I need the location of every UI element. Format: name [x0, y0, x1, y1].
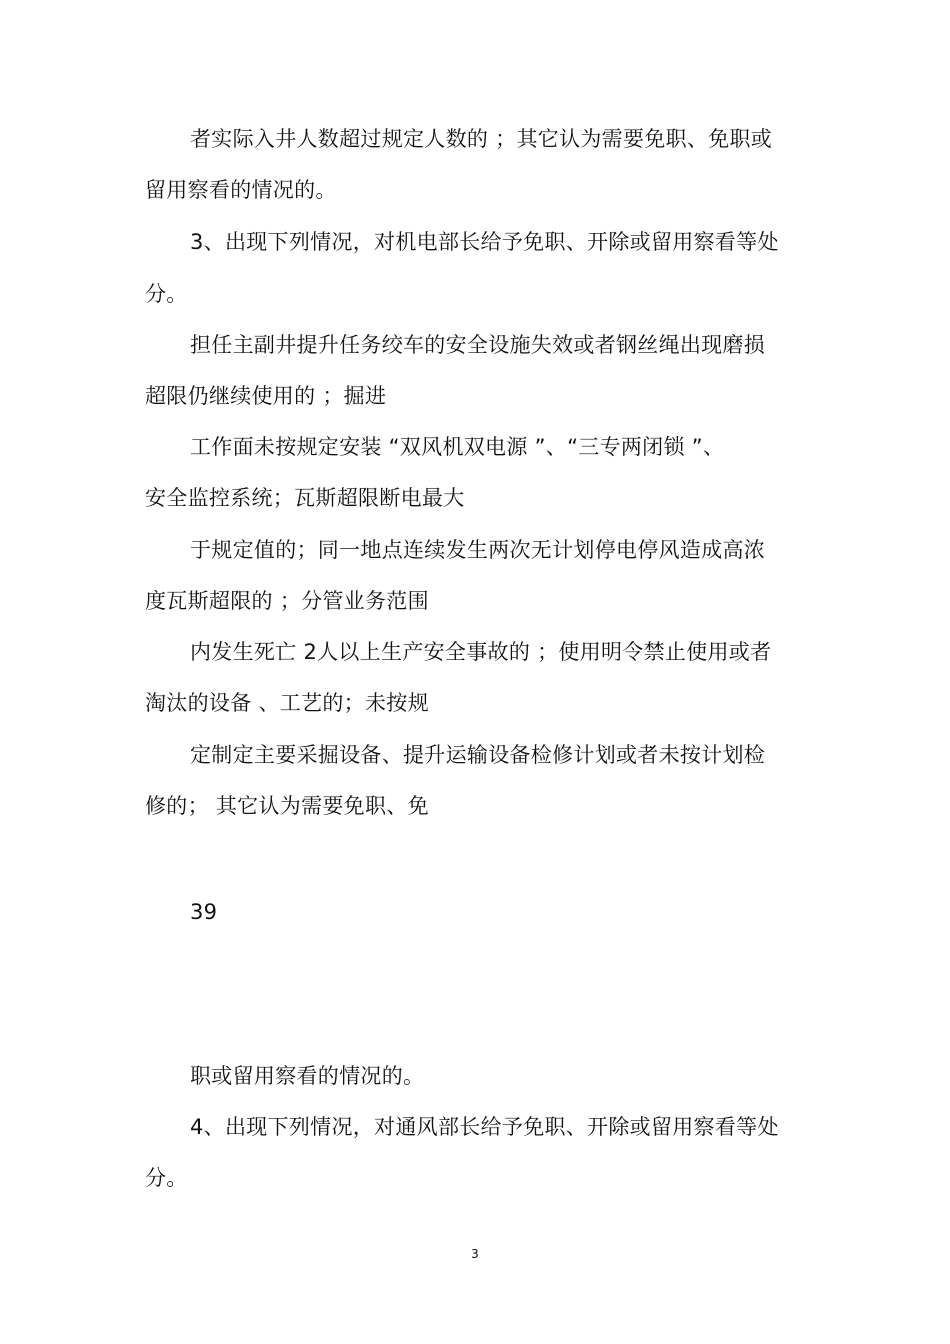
- paragraph-line: 3、出现下列情况，对机电部长给予免职、开除或留用察看等处: [190, 230, 779, 254]
- paragraph-line: 留用察看的情况的。: [145, 178, 337, 202]
- paragraph-line: 工作面未按规定安装 “双风机双电源 ”、“三专两闭锁 ”、: [190, 435, 725, 459]
- paragraph-line: 4、出现下列情况，对通风部长给予免职、开除或留用察看等处: [190, 1115, 779, 1139]
- paragraph-line: 修的； 其它认为需要免职、免: [145, 794, 429, 818]
- paragraph-line: 度瓦斯超限的 ；分管业务范围: [145, 589, 429, 613]
- paragraph-line: 职或留用察看的情况的。: [190, 1064, 425, 1088]
- paragraph-line: 分。: [145, 282, 188, 306]
- paragraph-line: 分。: [145, 1166, 188, 1190]
- paragraph-line: 内发生死亡 2人以上生产安全事故的 ；使用明令禁止使用或者: [190, 640, 772, 664]
- paragraph-line: 淘汰的设备 、工艺的；未按规: [145, 691, 429, 715]
- page-number: 3: [471, 1247, 479, 1261]
- paragraph-line: 担任主副井提升任务绞车的安全设施失效或者钢丝绳出现磨损: [190, 333, 766, 357]
- inline-number: 39: [190, 900, 218, 924]
- paragraph-line: 者实际入井人数超过规定人数的 ；其它认为需要免职、免职或: [190, 127, 773, 151]
- paragraph-line: 安全监控系统；瓦斯超限断电最大: [145, 486, 465, 510]
- paragraph-line: 于规定值的；同一地点连续发生两次无计划停电停风造成高浓: [190, 538, 766, 562]
- paragraph-line: 超限仍继续使用的 ；掘进: [145, 384, 387, 408]
- paragraph-line: 定制定主要采掘设备、提升运输设备检修计划或者未按计划检: [190, 743, 766, 767]
